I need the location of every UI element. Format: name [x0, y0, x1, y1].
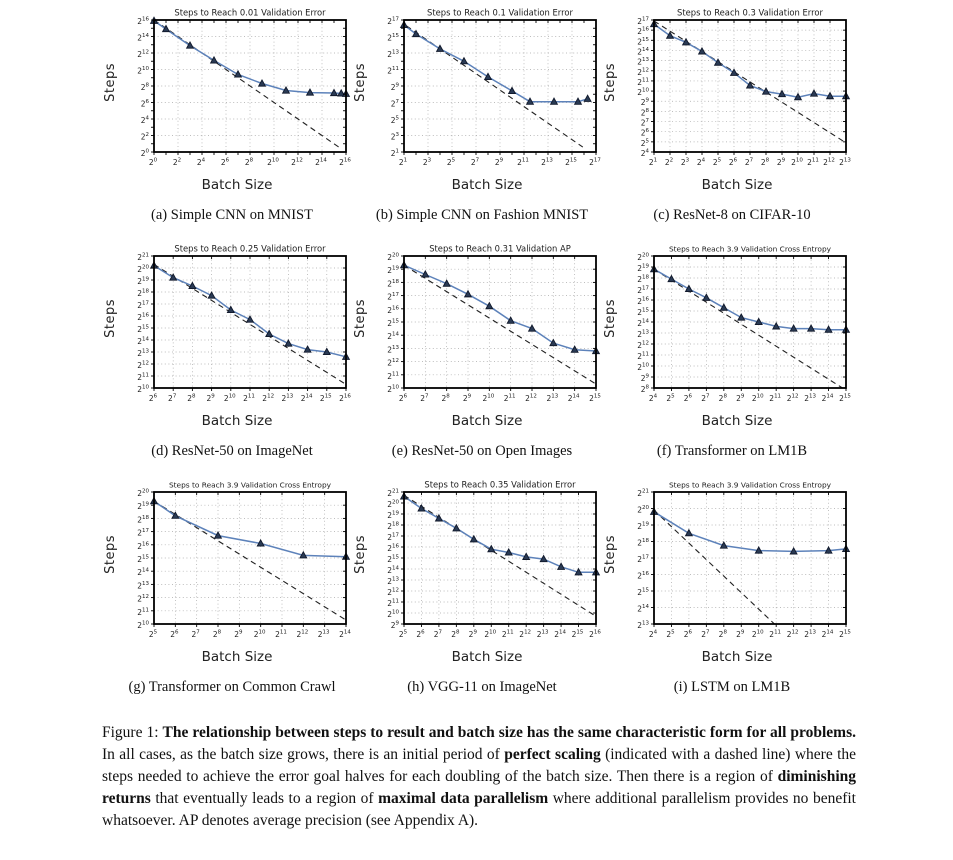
y-axis-label-a: Steps [102, 62, 118, 102]
svg-text:216: $2^{16}$ [588, 629, 601, 639]
svg-text:29: $2^9$ [233, 629, 242, 639]
svg-text:213: $2^{13}$ [386, 576, 399, 586]
svg-text:218: $2^{18}$ [386, 278, 399, 289]
svg-text:25: $2^5$ [148, 629, 157, 639]
svg-text:27: $2^7$ [700, 629, 710, 639]
svg-text:21: $2^1$ [648, 157, 657, 167]
svg-text:220: $2^{20}$ [136, 264, 149, 274]
svg-text:26: $2^6$ [683, 629, 692, 639]
svg-text:24: $2^4$ [196, 157, 205, 167]
chart-h [368, 478, 602, 648]
svg-text:213: $2^{13}$ [281, 393, 293, 403]
svg-text:29: $2^9$ [640, 97, 649, 108]
svg-text:Steps to Reach 0.01 Validation: Steps to Reach 0.01 Validation Error [173, 7, 326, 18]
svg-text:Steps to Reach 0.25 Validation: Steps to Reach 0.25 Validation Error [173, 243, 326, 254]
subplot-h [352, 478, 602, 696]
svg-text:28: $2^8$ [186, 393, 196, 403]
svg-text:210: $2^{10}$ [386, 384, 399, 394]
svg-text:210: $2^{10}$ [136, 620, 149, 630]
svg-text:211: $2^{11}$ [242, 393, 255, 403]
svg-text:212: $2^{12}$ [290, 157, 303, 167]
svg-text:23: $2^3$ [680, 157, 689, 167]
svg-text:210: $2^{10}$ [790, 157, 803, 167]
svg-text:25: $2^5$ [446, 157, 455, 167]
svg-text:212: $2^{12}$ [386, 587, 399, 597]
svg-text:210: $2^{10}$ [266, 157, 279, 167]
svg-text:26: $2^6$ [140, 99, 149, 109]
svg-text:21: $2^1$ [398, 157, 407, 167]
svg-text:27: $2^7$ [700, 393, 710, 403]
svg-text:214: $2^{14}$ [821, 393, 833, 403]
chart-g [118, 478, 352, 648]
svg-text:211: $2^{11}$ [636, 77, 649, 87]
chart-f [618, 242, 852, 412]
svg-text:27: $2^7$ [470, 157, 479, 167]
svg-text:211: $2^{11}$ [136, 607, 149, 617]
svg-text:212: $2^{12}$ [636, 67, 649, 77]
svg-text:211: $2^{11}$ [386, 371, 399, 381]
svg-text:215: $2^{15}$ [838, 629, 851, 639]
subplot-caption-i: (i) LSTM on LM1B [673, 679, 791, 695]
svg-text:218: $2^{18}$ [636, 538, 649, 548]
svg-text:Steps to Reach 3.9 Validation: Steps to Reach 3.9 Validation Cross Entropy [168, 480, 331, 490]
svg-text:21: $2^1$ [390, 148, 399, 158]
svg-text:220: $2^{20}$ [136, 488, 149, 498]
svg-text:210: $2^{10}$ [751, 629, 764, 639]
svg-text:217: $2^{17}$ [386, 292, 399, 302]
svg-text:24: $2^4$ [140, 115, 149, 125]
svg-text:217: $2^{17}$ [386, 532, 399, 542]
svg-text:221: $2^{21}$ [136, 252, 149, 262]
svg-text:26: $2^6$ [398, 393, 407, 403]
svg-text:25: $2^5$ [398, 629, 407, 639]
svg-text:213: $2^{13}$ [136, 348, 149, 358]
svg-text:214: $2^{14}$ [338, 629, 351, 639]
svg-text:26: $2^6$ [169, 629, 178, 639]
svg-text:25: $2^5$ [665, 393, 675, 403]
svg-text:215: $2^{15}$ [386, 554, 399, 564]
svg-text:26: $2^6$ [640, 128, 649, 138]
svg-text:27: $2^7$ [191, 629, 200, 639]
svg-text:220: $2^{20}$ [386, 252, 399, 262]
svg-text:25: $2^5$ [665, 629, 675, 639]
svg-text:216: $2^{16}$ [636, 571, 649, 581]
svg-text:210: $2^{10}$ [751, 393, 764, 403]
svg-text:213: $2^{13}$ [636, 620, 649, 630]
svg-text:211: $2^{11}$ [274, 629, 287, 639]
svg-text:215: $2^{15}$ [136, 554, 149, 564]
y-axis-label-d: Steps [102, 298, 118, 338]
svg-text:212: $2^{12}$ [524, 393, 537, 403]
svg-text:212: $2^{12}$ [386, 358, 399, 368]
svg-text:212: $2^{12}$ [786, 629, 799, 639]
svg-text:210: $2^{10}$ [223, 393, 236, 403]
chart-b [368, 6, 602, 176]
svg-text:211: $2^{11}$ [636, 351, 649, 361]
svg-text:215: $2^{15}$ [636, 36, 649, 47]
x-axis-label-e: Batch Size [451, 413, 523, 429]
svg-text:24: $2^4$ [640, 148, 649, 158]
svg-text:214: $2^{14}$ [314, 157, 327, 167]
caption-bold-segment: The relationship between steps to result and batch size has the same characteristic form for all problems. [162, 724, 856, 741]
subplot-i [602, 478, 852, 696]
svg-text:214: $2^{14}$ [553, 629, 566, 639]
x-axis-label-i: Batch Size [701, 649, 773, 665]
x-axis-label-b: Batch Size [451, 177, 523, 193]
svg-text:214: $2^{14}$ [821, 629, 833, 639]
svg-text:26: $2^6$ [683, 393, 692, 403]
svg-text:20: $2^0$ [148, 157, 157, 167]
svg-text:214: $2^{14}$ [636, 46, 649, 57]
svg-text:210: $2^{10}$ [253, 629, 266, 639]
caption-segment: Figure 1: [102, 724, 163, 741]
svg-text:23: $2^3$ [422, 157, 431, 167]
svg-text:219: $2^{19}$ [636, 521, 649, 531]
svg-text:215: $2^{15}$ [636, 307, 649, 317]
svg-text:217: $2^{17}$ [136, 528, 149, 538]
svg-text:29: $2^9$ [462, 393, 471, 403]
svg-text:20: $2^0$ [140, 148, 149, 158]
svg-text:212: $2^{12}$ [822, 157, 835, 167]
svg-text:216: $2^{16}$ [386, 543, 399, 553]
y-axis-label-f: Steps [602, 298, 618, 338]
svg-text:26: $2^6$ [415, 629, 425, 639]
svg-text:219: $2^{19}$ [386, 265, 399, 276]
y-axis-label-b: Steps [352, 62, 368, 102]
svg-text:210: $2^{10}$ [483, 629, 496, 639]
svg-text:28: $2^8$ [718, 629, 727, 639]
svg-text:26: $2^6$ [728, 157, 737, 167]
x-axis-label-d: Batch Size [201, 413, 273, 429]
svg-text:217: $2^{17}$ [386, 16, 399, 26]
svg-text:213: $2^{13}$ [317, 629, 330, 639]
svg-text:29: $2^9$ [735, 629, 744, 639]
figure-caption [102, 722, 856, 832]
chart-e [368, 242, 602, 412]
svg-text:27: $2^7$ [433, 629, 442, 639]
y-axis-label-h: Steps [352, 534, 368, 574]
svg-text:216: $2^{16}$ [636, 26, 649, 37]
svg-text:215: $2^{15}$ [386, 318, 399, 328]
svg-text:29: $2^9$ [735, 393, 744, 403]
svg-text:216: $2^{16}$ [386, 305, 399, 315]
svg-text:24: $2^4$ [648, 629, 657, 639]
svg-text:213: $2^{13}$ [136, 580, 149, 591]
chart-i [618, 478, 852, 648]
svg-text:215: $2^{15}$ [588, 393, 601, 403]
svg-text:212: $2^{12}$ [636, 340, 649, 350]
svg-text:215: $2^{15}$ [319, 393, 332, 403]
svg-text:212: $2^{12}$ [136, 594, 149, 604]
svg-text:22: $2^2$ [172, 157, 181, 167]
svg-text:215: $2^{15}$ [838, 393, 851, 403]
svg-text:212: $2^{12}$ [136, 360, 149, 370]
svg-text:216: $2^{16}$ [338, 157, 351, 167]
svg-text:Steps to Reach 0.31 Validation: Steps to Reach 0.31 Validation AP [428, 243, 571, 254]
svg-text:Steps to Reach 0.3 Validation: Steps to Reach 0.3 Validation Error [676, 7, 823, 18]
svg-text:219: $2^{19}$ [386, 510, 399, 520]
subplot-caption-c: (c) ResNet-8 on CIFAR-10 [653, 207, 811, 223]
svg-text:214: $2^{14}$ [300, 393, 312, 403]
svg-text:211: $2^{11}$ [386, 598, 399, 608]
chart-d [118, 242, 352, 412]
svg-text:28: $2^8$ [244, 157, 253, 167]
svg-text:29: $2^9$ [640, 373, 649, 383]
chart-c [618, 6, 852, 176]
svg-text:220: $2^{20}$ [636, 505, 649, 515]
svg-text:214: $2^{14}$ [386, 331, 399, 342]
svg-text:210: $2^{10}$ [636, 362, 649, 372]
svg-text:210: $2^{10}$ [386, 609, 399, 619]
svg-text:215: $2^{15}$ [386, 33, 399, 43]
svg-text:214: $2^{14}$ [136, 336, 149, 346]
svg-text:29: $2^9$ [494, 157, 503, 167]
svg-text:27: $2^7$ [390, 99, 399, 109]
subplot-caption-b: (b) Simple CNN on Fashion MNIST [375, 207, 589, 223]
subplot-caption-g: (g) Transformer on Common Crawl [128, 679, 336, 695]
x-axis-label-f: Batch Size [701, 413, 773, 429]
svg-text:218: $2^{18}$ [136, 288, 149, 298]
chart-a [118, 6, 352, 176]
x-axis-label-a: Batch Size [201, 177, 273, 193]
x-axis-label-c: Batch Size [701, 177, 773, 193]
svg-text:220: $2^{20}$ [636, 252, 649, 262]
svg-text:29: $2^9$ [390, 620, 399, 630]
svg-text:25: $2^5$ [640, 138, 649, 148]
svg-text:25: $2^5$ [712, 157, 721, 167]
svg-text:23: $2^3$ [390, 132, 399, 142]
svg-text:28: $2^8$ [640, 384, 649, 394]
subplot-caption-f: (f) Transformer on LM1B [656, 443, 808, 459]
svg-text:Steps to Reach 3.9 Validation: Steps to Reach 3.9 Validation Cross Entropy [668, 480, 831, 490]
subplot-caption-a: (a) Simple CNN on MNIST [151, 207, 313, 223]
svg-text:214: $2^{14}$ [636, 318, 649, 328]
svg-text:28: $2^8$ [718, 393, 727, 403]
svg-text:210: $2^{10}$ [136, 384, 149, 394]
y-axis-label-c: Steps [602, 62, 618, 102]
svg-text:217: $2^{17}$ [636, 554, 649, 564]
svg-text:212: $2^{12}$ [518, 629, 531, 639]
svg-text:221: $2^{21}$ [636, 488, 649, 498]
svg-text:Steps to Reach 0.35 Validation: Steps to Reach 0.35 Validation Error [423, 479, 576, 490]
svg-text:211: $2^{11}$ [768, 629, 781, 639]
svg-text:211: $2^{11}$ [516, 157, 529, 167]
svg-text:211: $2^{11}$ [806, 157, 819, 167]
x-axis-label-g: Batch Size [201, 649, 273, 665]
svg-text:215: $2^{15}$ [136, 324, 149, 334]
svg-text:28: $2^8$ [212, 629, 221, 639]
svg-text:214: $2^{14}$ [136, 567, 149, 578]
svg-text:219: $2^{19}$ [636, 263, 649, 273]
x-axis-label-h: Batch Size [451, 649, 523, 665]
svg-text:28: $2^8$ [140, 82, 149, 92]
subplot-caption-e: (e) ResNet-50 on Open Images [391, 443, 573, 459]
figure-1 [102, 6, 858, 848]
subplot-b [352, 6, 602, 224]
y-axis-label-e: Steps [352, 298, 368, 338]
svg-text:24: $2^4$ [648, 393, 657, 403]
svg-text:216: $2^{16}$ [338, 393, 351, 403]
svg-text:213: $2^{13}$ [386, 49, 399, 59]
subplot-caption-d: (d) ResNet-50 on ImageNet [151, 443, 313, 459]
svg-text:29: $2^9$ [468, 629, 477, 639]
svg-text:Steps to Reach 3.9 Validation: Steps to Reach 3.9 Validation Cross Entropy [668, 244, 831, 254]
caption-segment: where additional parallelism provides no benefit whatsoever. AP denotes average precision (see Appendix A). [102, 790, 856, 829]
svg-text:24: $2^4$ [696, 157, 705, 167]
svg-text:28: $2^8$ [450, 629, 460, 639]
svg-text:214: $2^{14}$ [386, 565, 399, 575]
svg-text:213: $2^{13}$ [536, 629, 549, 639]
subplot-f [602, 242, 852, 460]
svg-text:22: $2^2$ [664, 157, 673, 167]
svg-text:214: $2^{14}$ [136, 33, 149, 43]
svg-text:219: $2^{19}$ [136, 276, 149, 286]
svg-text:213: $2^{13}$ [838, 157, 851, 167]
caption-segment: In all cases, as the batch size grows, there is an initial period of [102, 746, 505, 763]
y-axis-label-i: Steps [602, 534, 618, 574]
svg-text:217: $2^{17}$ [636, 285, 649, 295]
svg-text:221: $2^{21}$ [386, 488, 399, 498]
svg-text:218: $2^{18}$ [136, 514, 149, 525]
svg-text:29: $2^9$ [776, 157, 785, 167]
caption-bold-segment: perfect scaling [504, 746, 601, 763]
subplot-e [352, 242, 602, 460]
svg-text:211: $2^{11}$ [501, 629, 514, 639]
svg-text:218: $2^{18}$ [636, 274, 649, 284]
svg-text:213: $2^{13}$ [540, 157, 553, 167]
svg-text:213: $2^{13}$ [803, 393, 816, 403]
caption-bold-segment: diminishing returns [102, 768, 856, 807]
svg-text:216: $2^{16}$ [636, 296, 649, 306]
svg-text:211: $2^{11}$ [503, 393, 516, 403]
svg-text:218: $2^{18}$ [386, 521, 399, 531]
svg-text:211: $2^{11}$ [136, 372, 149, 382]
svg-text:26: $2^6$ [148, 393, 157, 403]
svg-text:216: $2^{16}$ [136, 312, 149, 322]
svg-text:214: $2^{14}$ [636, 604, 649, 614]
figure-grid [102, 6, 858, 696]
svg-text:27: $2^7$ [167, 393, 176, 403]
svg-text:217: $2^{17}$ [136, 300, 149, 310]
svg-text:214: $2^{14}$ [567, 393, 580, 403]
svg-text:213: $2^{13}$ [386, 344, 399, 355]
svg-text:212: $2^{12}$ [786, 393, 799, 403]
svg-text:215: $2^{15}$ [571, 629, 583, 639]
caption-segment: (indicated with a dashed line) where the steps needed to achieve the error goal halves for each doubling of the batch size. Then there is a region of [102, 746, 857, 785]
svg-text:216: $2^{16}$ [136, 541, 149, 551]
svg-text:210: $2^{10}$ [136, 66, 149, 76]
svg-text:217: $2^{17}$ [636, 16, 649, 26]
svg-text:211: $2^{11}$ [768, 393, 781, 403]
subplot-c [602, 6, 852, 224]
svg-text:210: $2^{10}$ [481, 393, 494, 403]
svg-text:213: $2^{13}$ [636, 57, 649, 67]
svg-text:27: $2^7$ [744, 157, 753, 167]
y-axis-label-g: Steps [102, 534, 118, 574]
svg-text:27: $2^7$ [640, 118, 649, 128]
svg-text:22: $2^2$ [140, 132, 149, 142]
svg-text:29: $2^9$ [205, 393, 215, 403]
svg-text:29: $2^9$ [390, 82, 399, 92]
svg-text:219: $2^{19}$ [136, 501, 149, 512]
svg-text:27: $2^7$ [419, 393, 428, 403]
subplot-d [102, 242, 352, 460]
subplot-caption-h: (h) VGG-11 on ImageNet [407, 679, 557, 695]
svg-text:28: $2^8$ [441, 393, 450, 403]
svg-text:211: $2^{11}$ [386, 66, 399, 76]
svg-text:217: $2^{17}$ [588, 157, 601, 167]
svg-text:Steps to Reach 0.1 Validation: Steps to Reach 0.1 Validation Error [426, 7, 573, 18]
svg-text:26: $2^6$ [220, 157, 229, 167]
svg-text:216: $2^{16}$ [136, 16, 149, 26]
svg-text:212: $2^{12}$ [136, 49, 149, 59]
svg-text:220: $2^{20}$ [386, 499, 399, 509]
svg-text:215: $2^{15}$ [636, 587, 649, 597]
svg-text:28: $2^8$ [760, 157, 769, 167]
svg-text:213: $2^{13}$ [545, 393, 558, 403]
caption-segment: that eventually leads to a region of [150, 790, 379, 807]
subplot-g [102, 478, 352, 696]
svg-text:212: $2^{12}$ [295, 629, 308, 639]
subplot-a [102, 6, 352, 224]
svg-text:210: $2^{10}$ [636, 87, 649, 98]
svg-text:213: $2^{13}$ [636, 329, 649, 339]
svg-text:213: $2^{13}$ [803, 629, 816, 639]
svg-text:212: $2^{12}$ [261, 393, 274, 403]
svg-text:28: $2^8$ [640, 107, 649, 118]
caption-bold-segment: maximal data parallelism [378, 790, 549, 807]
svg-text:25: $2^5$ [390, 115, 399, 125]
svg-text:215: $2^{15}$ [564, 157, 577, 167]
